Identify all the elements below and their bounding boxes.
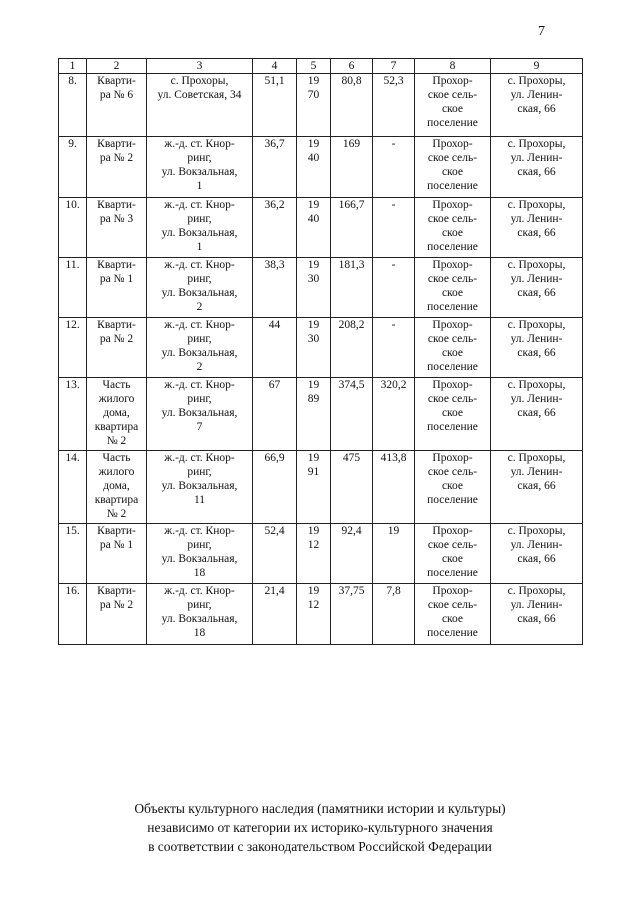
table-row [59,378,583,451]
year-value: 19 89 [297,378,331,451]
year-value: 19 30 [297,258,331,318]
row-number: 9. [59,137,87,198]
object-address: ж.-д. ст. Кнор- ринг, ул. Вокзальная, 1 [147,137,253,198]
area-value: 67 [253,378,297,451]
area-value: 21,4 [253,584,297,645]
residual-value: 52,3 [373,74,415,137]
row-number: 13. [59,378,87,451]
page-number: 7 [538,24,545,39]
table-row [59,198,583,258]
cost-value: 166,7 [331,198,373,258]
settlement-name: Прохор- ское сель- ское поселение [415,198,491,258]
column-header: 7 [373,59,415,74]
object-address: ж.-д. ст. Кнор- ринг, ул. Вокзальная, 18 [147,524,253,584]
area-value: 52,4 [253,524,297,584]
cost-value: 475 [331,451,373,524]
year-value: 19 40 [297,137,331,198]
residual-value: - [373,318,415,378]
residual-value: - [373,198,415,258]
property-registry-table [58,58,583,645]
holder-address: с. Прохоры, ул. Ленин- ская, 66 [491,584,583,645]
column-header: 8 [415,59,491,74]
caption-line: Объекты культурного наследия (памятники истории и культуры) [134,801,506,816]
year-value: 19 30 [297,318,331,378]
settlement-name: Прохор- ское сель- ское поселение [415,451,491,524]
settlement-name: Прохор- ское сель- ское поселение [415,584,491,645]
caption-line: в соответствии с законодательством Российской Федерации [148,839,492,854]
holder-address: с. Прохоры, ул. Ленин- ская, 66 [491,451,583,524]
area-value: 66,9 [253,451,297,524]
residual-value: 7,8 [373,584,415,645]
column-header: 6 [331,59,373,74]
object-address: ж.-д. ст. Кнор- ринг, ул. Вокзальная, 11 [147,451,253,524]
row-number: 10. [59,198,87,258]
residual-value: 19 [373,524,415,584]
row-number: 14. [59,451,87,524]
object-address: ж.-д. ст. Кнор- ринг, ул. Вокзальная, 1 [147,198,253,258]
year-value: 19 12 [297,584,331,645]
cost-value: 37,75 [331,584,373,645]
area-value: 36,2 [253,198,297,258]
area-value: 36,7 [253,137,297,198]
object-address: ж.-д. ст. Кнор- ринг, ул. Вокзальная, 18 [147,584,253,645]
table-row [59,584,583,645]
holder-address: с. Прохоры, ул. Ленин- ская, 66 [491,378,583,451]
cost-value: 374,5 [331,378,373,451]
table-row [59,524,583,584]
area-value: 38,3 [253,258,297,318]
area-value: 44 [253,318,297,378]
row-number: 15. [59,524,87,584]
settlement-name: Прохор- ское сель- ское поселение [415,74,491,137]
area-value: 51,1 [253,74,297,137]
holder-address: с. Прохоры, ул. Ленин- ская, 66 [491,74,583,137]
holder-address: с. Прохоры, ул. Ленин- ская, 66 [491,524,583,584]
cost-value: 169 [331,137,373,198]
object-name: Кварти- ра № 6 [87,74,147,137]
caption-line: независимо от категории их историко-культурного значения [147,820,493,835]
settlement-name: Прохор- ское сель- ское поселение [415,258,491,318]
object-name: Кварти- ра № 3 [87,198,147,258]
year-value: 19 70 [297,74,331,137]
year-value: 19 91 [297,451,331,524]
year-value: 19 40 [297,198,331,258]
settlement-name: Прохор- ское сель- ское поселение [415,378,491,451]
column-header: 4 [253,59,297,74]
table-row [59,258,583,318]
column-number-row [59,59,583,74]
holder-address: с. Прохоры, ул. Ленин- ская, 66 [491,137,583,198]
object-name: Часть жилого дома, квартира № 2 [87,378,147,451]
residual-value: 413,8 [373,451,415,524]
settlement-name: Прохор- ское сель- ское поселение [415,137,491,198]
object-name: Часть жилого дома, квартира № 2 [87,451,147,524]
object-address: ж.-д. ст. Кнор- ринг, ул. Вокзальная, 2 [147,318,253,378]
column-header: 9 [491,59,583,74]
cost-value: 181,3 [331,258,373,318]
holder-address: с. Прохоры, ул. Ленин- ская, 66 [491,318,583,378]
table-row [59,137,583,198]
object-address: с. Прохоры, ул. Советская, 34 [147,74,253,137]
object-name: Кварти- ра № 2 [87,584,147,645]
column-header: 3 [147,59,253,74]
row-number: 11. [59,258,87,318]
row-number: 12. [59,318,87,378]
row-number: 16. [59,584,87,645]
cost-value: 208,2 [331,318,373,378]
settlement-name: Прохор- ское сель- ское поселение [415,318,491,378]
object-name: Кварти- ра № 2 [87,137,147,198]
object-name: Кварти- ра № 2 [87,318,147,378]
table-row [59,451,583,524]
section-caption [0,799,640,856]
year-value: 19 12 [297,524,331,584]
object-address: ж.-д. ст. Кнор- ринг, ул. Вокзальная, 7 [147,378,253,451]
column-header: 2 [87,59,147,74]
holder-address: с. Прохоры, ул. Ленин- ская, 66 [491,198,583,258]
column-header: 5 [297,59,331,74]
holder-address: с. Прохоры, ул. Ленин- ская, 66 [491,258,583,318]
cost-value: 92,4 [331,524,373,584]
residual-value: 320,2 [373,378,415,451]
object-name: Кварти- ра № 1 [87,524,147,584]
column-header: 1 [59,59,87,74]
settlement-name: Прохор- ское сель- ское поселение [415,524,491,584]
table-row [59,318,583,378]
object-address: ж.-д. ст. Кнор- ринг, ул. Вокзальная, 2 [147,258,253,318]
table-row [59,74,583,137]
residual-value: - [373,258,415,318]
object-name: Кварти- ра № 1 [87,258,147,318]
cost-value: 80,8 [331,74,373,137]
row-number: 8. [59,74,87,137]
residual-value: - [373,137,415,198]
